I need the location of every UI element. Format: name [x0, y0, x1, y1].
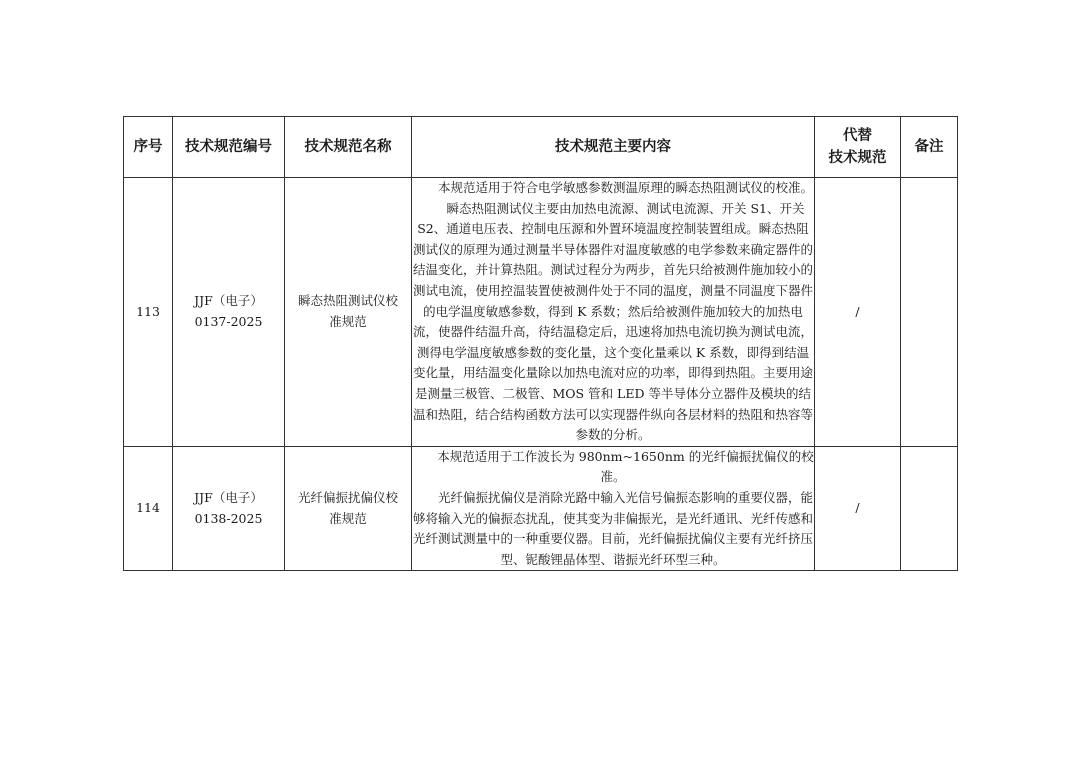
cell-code [173, 178, 285, 447]
header-content: 技术规范主要内容 [412, 117, 815, 178]
header-code: 技术规范编号 [173, 117, 285, 178]
header-note: 备注 [901, 117, 958, 178]
content-paragraph: 本规范适用于符合电学敏感参数测温原理的瞬态热阻测试仪的校准。 [437, 180, 813, 195]
cell-code [173, 446, 285, 571]
cell-name-line1: 瞬态热阻测试仪校 [297, 293, 398, 309]
cell-name-line2: 准规范 [329, 313, 367, 329]
header-seq: 序号 [124, 117, 173, 178]
cell-code-line1: JJF（电子） [194, 489, 263, 505]
header-name: 技术规范名称 [285, 117, 412, 178]
spec-table [123, 116, 958, 571]
cell-replace: / [815, 446, 901, 571]
table-row [124, 446, 958, 571]
header-replace-line2: 技术规范 [828, 150, 887, 166]
header-replace-line1: 代替 [843, 128, 872, 144]
cell-code-line1: JJF（电子） [194, 293, 263, 309]
cell-code-line2: 0138-2025 [194, 510, 263, 526]
content-paragraph: 瞬态热阻测试仪主要由加热电流源、测试电流源、开关 S1、开关 S2、通道电压表、控制电压源和外置环境温度控制装置组成。瞬态热阻测试仪的原理为通过测量半导体器件对温度敏感的电学参数来确定器件的结温变化，并计算热阻。测试过程分为两步，首先只给被测件施加较小的测试电流，使用控温装置使被测件处于不同的温度，测量不同温度下器件的电学温度敏感参数，得到 K 系数；然后给被测件施加较大的加热电流，使器件结温升高，待结温稳定后，迅速将加热电流切换为测试电流，测得电学温度敏感参数的变化量，这个变化量乘以 K 系数，即得到结温变化量，用结温变化量除以加热电流对应的功率，即得到热阻。主要用途是测量三极管、二极管、MOS 管和 LED 等半导体分立器件及模块的结温和热阻，结合结构函数方法可以实现器件纵向各层材料的热阻和热容等参数的分析。 [412, 200, 813, 443]
cell-content [412, 446, 815, 571]
cell-replace: / [815, 178, 901, 447]
cell-name [285, 446, 412, 571]
header-replace [815, 117, 901, 178]
table-row [124, 178, 958, 447]
content-paragraph: 本规范适用于工作波长为 980nm~1650nm 的光纤偏振扰偏仪的校准。 [437, 448, 814, 485]
cell-name-line1: 光纤偏振扰偏仪校 [297, 489, 398, 505]
cell-code-line2: 0137-2025 [194, 313, 263, 329]
cell-name-line2: 准规范 [329, 510, 367, 526]
cell-note [901, 446, 958, 571]
cell-name [285, 178, 412, 447]
cell-seq: 113 [124, 178, 173, 447]
cell-content [412, 178, 815, 447]
cell-note [901, 178, 958, 447]
cell-seq: 114 [124, 446, 173, 571]
content-paragraph: 光纤偏振扰偏仪是消除光路中输入光信号偏振态影响的重要仪器，能够将输入光的偏振态扰乱，使其变为非偏振光，是光纤通讯、光纤传感和光纤测试测量中的一种重要仪器。目前，光纤偏振扰偏仪主要有光纤挤压型、铌酸锂晶体型、谐振光纤环型三种。 [412, 489, 813, 567]
header-row [124, 117, 958, 178]
